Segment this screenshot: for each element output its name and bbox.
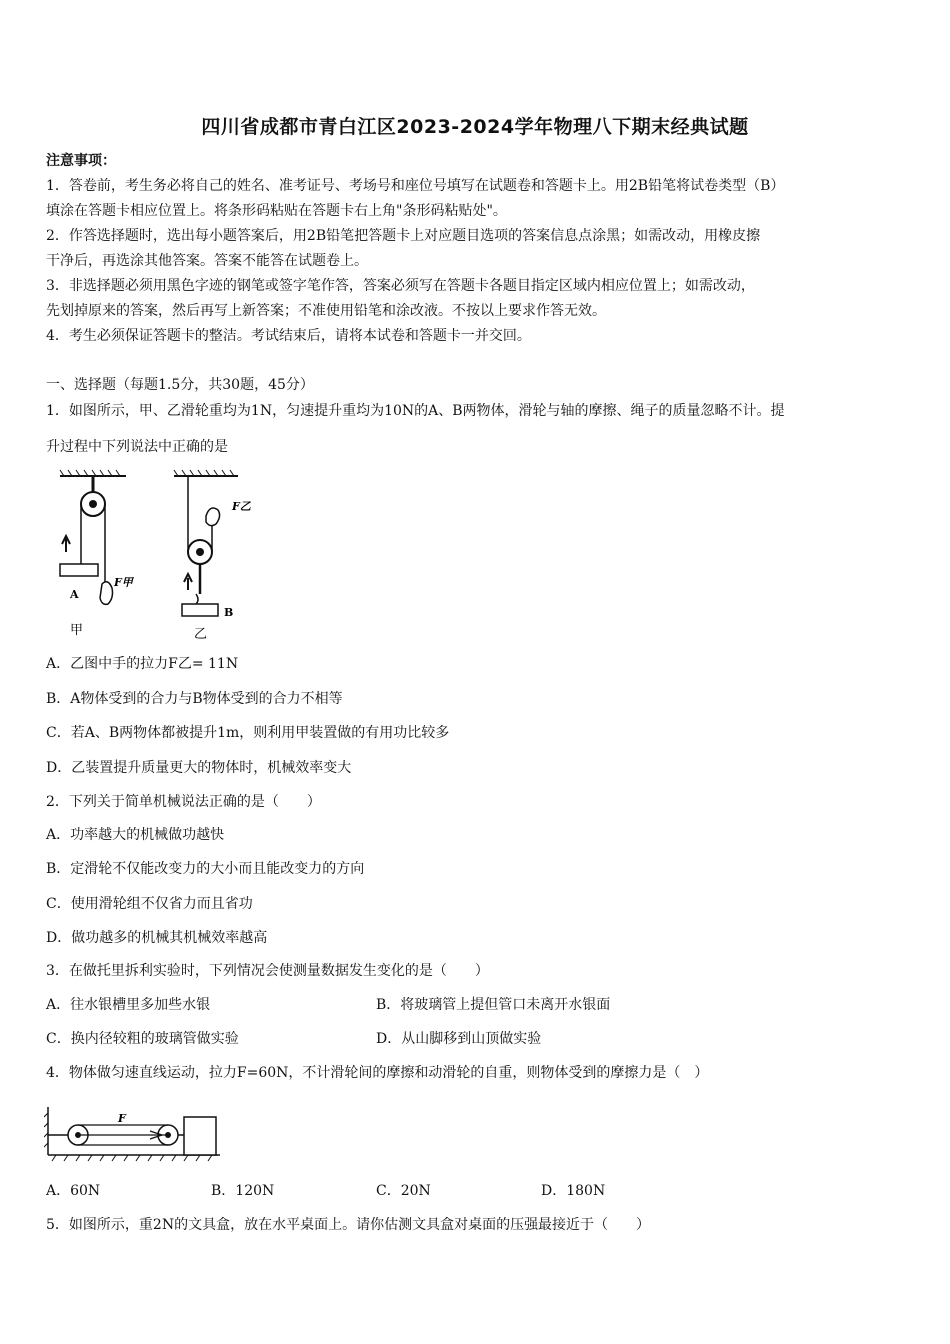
notes-line: 1．答卷前，考生务必将自己的姓名、准考证号、考场号和座位号填写在试题卷和答题卡上。用2B铅笔将试卷类型（B） [46, 178, 785, 194]
pulleys [48, 1125, 184, 1145]
q4-option-b: B．120N [211, 1183, 275, 1199]
q2-option-b: B．定滑轮不仅能改变力的大小而且能改变力的方向 [46, 861, 365, 877]
q4-option-c: C．20N [376, 1183, 431, 1199]
notes-line: 干净后，再选涂其他答案。答案不能答在试题卷上。 [46, 253, 368, 269]
notes-line: 4．考生必须保证答题卡的整洁。考试结束后，请将本试卷和答题卡一并交回。 [46, 328, 531, 344]
notes-line: 2．作答选择题时，选出每小题答案后，用2B铅笔把答题卡上对应题目选项的答案信息点涂黑；如需改动，用橡皮擦 [46, 228, 761, 244]
q2-option-c: C．使用滑轮组不仅省力而且省功 [46, 896, 253, 912]
movable-pulley-yi [182, 476, 220, 616]
ceiling-jia [60, 470, 126, 476]
label-F: F [118, 1112, 126, 1125]
q3-stem: 3．在做托里拆利实验时，下列情况会使测量数据发生变化的是（ ） [46, 963, 489, 979]
q4-option-a: A．60N [46, 1183, 101, 1199]
q4-stem: 4．物体做匀速直线运动，拉力F=60N，不计滑轮间的摩擦和动滑轮的自重，则物体受到的摩擦力是（ ） [46, 1065, 709, 1081]
notes-line: 先划掉原来的答案，然后再写上新答案；不准使用铅笔和涂改液。不按以上要求作答无效。 [46, 303, 606, 319]
q2-stem: 2．下列关于简单机械说法正确的是（ ） [46, 794, 321, 810]
wall [44, 1107, 48, 1155]
q3-option-c: C．换内径较粗的玻璃管做实验 [46, 1031, 239, 1047]
q5-stem: 5．如图所示，重2N的文具盒，放在水平桌面上。请你估测文具盒对桌面的压强最接近于（ ） [46, 1217, 651, 1233]
ceiling-yi [174, 470, 238, 476]
label-F-yi: F乙 [232, 500, 251, 513]
ground [48, 1155, 220, 1161]
q3-option-a: A．往水银槽里多加些水银 [46, 997, 211, 1013]
label-A: A [70, 588, 79, 601]
notes-heading: 注意事项： [46, 153, 116, 169]
q3-option-d: D．从山脚移到山顶做实验 [376, 1031, 542, 1047]
label-F-jia: F甲 [114, 576, 133, 589]
q1-stem: 升过程中下列说法中正确的是 [46, 439, 228, 455]
q3-option-b: B．将玻璃管上提但管口未离开水银面 [376, 997, 611, 1013]
q1-option-c: C．若A、B两物体都被提升1m，则利用甲装置做的有用功比较多 [46, 725, 450, 741]
label-B: B [224, 606, 234, 619]
q2-option-a: A．功率越大的机械做功越快 [46, 827, 225, 843]
q2-option-d: D．做功越多的机械其机械效率越高 [46, 930, 268, 946]
label-yi: 乙 [194, 627, 208, 642]
q1-option-d: D．乙装置提升质量更大的物体时，机械效率变大 [46, 760, 352, 776]
block [184, 1117, 216, 1155]
label-jia: 甲 [70, 623, 84, 638]
notes-line: 3．非选择题必须用黑色字迹的钢笔或签字笔作答，答案必须写在答题卡各题目指定区域内相应位置上；如需改动， [46, 278, 755, 294]
page-title: 四川省成都市青白江区2023-2024学年物理八下期末经典试题 [201, 116, 749, 138]
q1-option-a: A．乙图中手的拉力F乙= 11N [46, 656, 239, 672]
notes-line: 填涂在答题卡相应位置上。将条形码粘贴在答题卡右上角"条形码粘贴处"。 [46, 203, 507, 219]
q4-pulley-figure [44, 1103, 222, 1163]
q1-pulley-figure [48, 466, 258, 642]
q4-option-d: D．180N [541, 1183, 606, 1199]
section-heading: 一、选择题（每题1.5分，共30题，45分） [46, 377, 314, 393]
q1-option-b: B．A物体受到的合力与B物体受到的合力不相等 [46, 691, 343, 707]
q1-stem: 1．如图所示，甲、乙滑轮重均为1N，匀速提升重均为10N的A、B两物体，滑轮与轴的摩擦、绳子的质量忽略不计。提 [46, 403, 785, 419]
fixed-pulley-jia [60, 476, 113, 604]
